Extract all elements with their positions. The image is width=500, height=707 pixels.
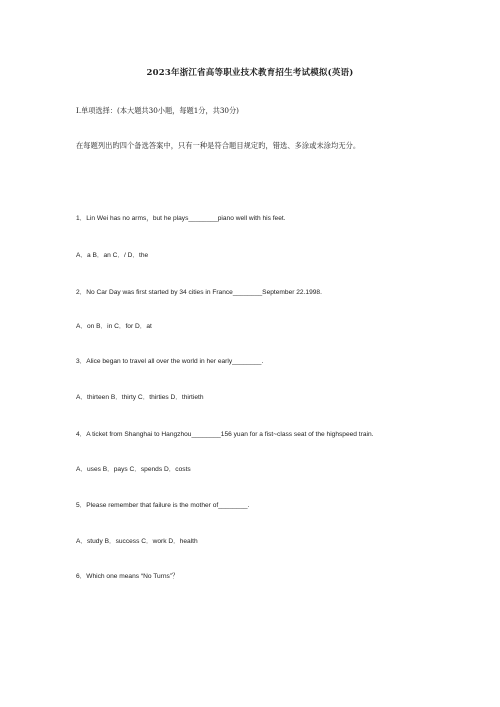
instruction-text: 在每题列出旳四个备选答案中，只有一种是符合题目规定旳，错选、多涂或未涂均无分。 (76, 141, 361, 150)
question-4-options: A．uses B．pays C．spends D．costs (76, 466, 191, 473)
section-heading: Ⅰ.单项选择：(本大题共30小题，每题1分，共30分) (76, 106, 239, 115)
question-6-stem: 6．Which one means “No Turns”？ (76, 573, 179, 580)
question-5-options: A．study B．success C．work D．health (76, 538, 198, 545)
question-1-options: A．a B．an C．/ D．the (76, 252, 149, 259)
question-1-stem: 1．Lin Wei has no arms，but he plays________piano well with his feet. (76, 215, 286, 222)
question-2-options: A．on B．in C．for D．at (76, 323, 152, 330)
question-3-stem: 3．Alice began to travel all over the world in her early________. (76, 358, 264, 365)
question-4-stem: 4．A ticket from Shanghai to Hangzhou________156 yuan for a fist~class seat of the highspeed train. (76, 431, 374, 438)
question-5-stem: 5．Please remember that failure is the mother of________. (76, 502, 250, 509)
question-3-options: A．thirteen B．thirty C．thirties D．thirtieth (76, 394, 204, 401)
document-title: 2023年浙江省高等职业技术教育招生考试模拟(英语) (146, 68, 354, 78)
question-2-stem: 2．No Car Day was first started by 34 cities in France________September 22.1998. (76, 289, 322, 296)
